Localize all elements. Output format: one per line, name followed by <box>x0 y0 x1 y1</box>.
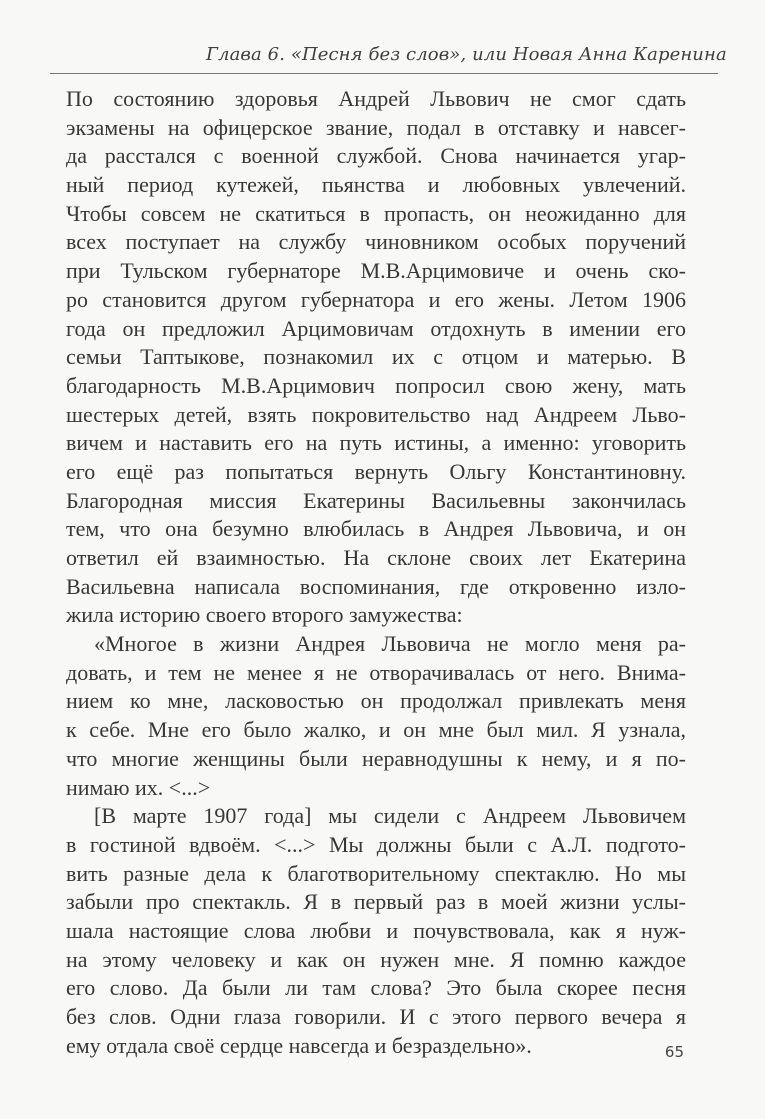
text-line: забыли про спектакль. Я в первый раз в моей жизни услы- <box>66 889 686 915</box>
body-text <box>66 85 686 1060</box>
text-line: без слов. Одни глаза говорили. И с этого первого вечера я <box>66 1004 686 1029</box>
text-line: тем, что она безумно влюбилась в Андрея Львовича, и он <box>66 516 686 542</box>
text-line: при Тульском губернаторе М.В.Арцимовиче и очень ско- <box>66 258 686 284</box>
text-line: его слово. Да были ли там слова? Это была скорее песня <box>66 975 686 1001</box>
text-line: да расстался с военной службой. Снова начинается угар- <box>66 143 686 169</box>
text-line: нием ко мне, ласковостью он продолжал привлекать меня <box>66 688 686 714</box>
text-line: Васильевна написала воспоминания, где откровенно изло- <box>66 573 686 599</box>
text-line: шала настоящие слова любви и почувствовала, как я нуж- <box>66 917 686 943</box>
text-line: что многие женщины были неравнодушны к нему, и я по- <box>66 745 686 771</box>
text-line: ему отдала своё сердце навсегда и безраздельно». <box>66 1032 532 1058</box>
text-line: всех поступает на службу чиновником особых поручений <box>66 229 686 255</box>
running-head: Глава 6. «Песня без слов», или Новая Анна Каренина <box>206 44 727 65</box>
header-rule <box>50 73 718 74</box>
text-line: семьи Таптыкове, познакомил их с отцом и матерью. В <box>66 344 686 370</box>
text-line: Чтобы совсем не скатиться в пропасть, он неожиданно для <box>66 200 686 226</box>
text-line: жила историю своего второго замужества: <box>66 602 463 628</box>
text-line: экзамены на офицерское звание, подал в отставку и навсег- <box>66 114 686 140</box>
text-line: По состоянию здоровья Андрей Львович не смог сдать <box>66 86 686 111</box>
text-line: в гостиной вдвоём. <...> Мы должны были с А.Л. подгото- <box>66 831 686 857</box>
text-line: «Многое в жизни Андрея Львовича не могло меня ра- <box>94 631 686 657</box>
text-line: ответил ей взаимностью. На склоне своих лет Екатерина <box>66 545 686 570</box>
text-line: Благородная миссия Екатерины Васильевны закончилась <box>66 487 686 513</box>
text-line: благодарность М.В.Арцимович попросил свою жену, мать <box>66 372 686 398</box>
text-line: шестерых детей, взять покровительство над Андреем Льво- <box>66 401 686 427</box>
text-line: вить разные дела к благотворительному спектаклю. Но мы <box>66 860 686 886</box>
text-line: ный период кутежей, пьянства и любовных увлечений. <box>66 172 686 198</box>
text-line: его ещё раз попытаться вернуть Ольгу Константиновну. <box>66 458 686 484</box>
text-line: на этому человеку и как он нужен мне. Я помню каждое <box>66 946 686 972</box>
text-line: ро становится другом губернатора и его жены. Летом 1906 <box>66 286 686 312</box>
text-line: года он предложил Арцимовичам отдохнуть в имении его <box>66 315 686 341</box>
page-number: 65 <box>664 1043 684 1061</box>
text-line: к себе. Мне его было жалко, и он мне был мил. Я узнала, <box>66 717 686 743</box>
text-line: [В марте 1907 года] мы сидели с Андреем Львовичем <box>94 803 686 829</box>
text-line: вичем и наставить его на путь истины, а именно: уговорить <box>66 430 686 456</box>
text-line: нимаю их. <...> <box>66 774 211 800</box>
text-line: довать, и тем не менее я не отворачивалась от него. Внима- <box>66 659 686 685</box>
